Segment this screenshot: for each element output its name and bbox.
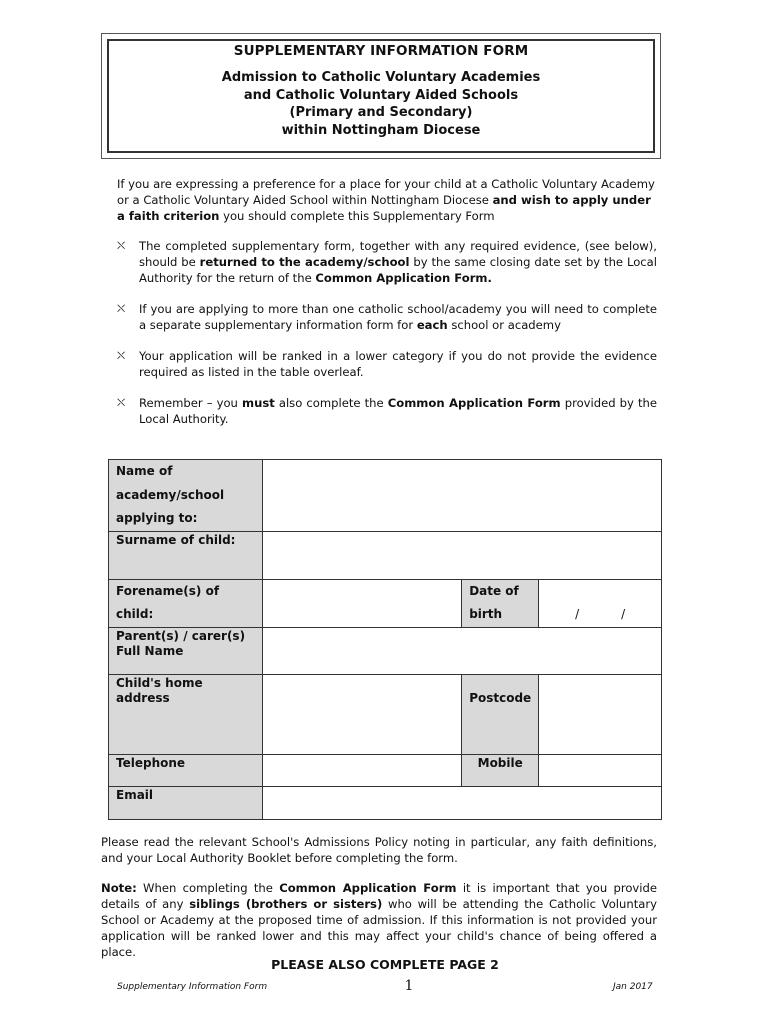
intro-paragraph [117, 176, 657, 224]
label-line: Child's home [116, 675, 203, 690]
forename-field[interactable] [262, 579, 461, 627]
address-label [109, 674, 263, 754]
label-line: child: [116, 607, 154, 621]
label-line: Date of [469, 583, 519, 598]
note-paragraph [101, 880, 657, 960]
mobile-label: Mobile [462, 754, 539, 786]
postcode-label: Postcode [462, 674, 539, 754]
label-line: Forename(s) of [116, 583, 220, 598]
bullet-text: also complete the [274, 396, 388, 410]
intro-text: If you are expressing a preference for a place for your child at a Catholic Voluntary Academy or a Catholic Voluntary Aided School within Nottingham Diocese [117, 177, 655, 207]
forename-label [109, 579, 263, 627]
bullet-bold: Common Application Form. [315, 271, 492, 285]
intro-text-end: you should complete this Supplementary Form [219, 209, 495, 223]
note-bold: Common Application Form [279, 881, 457, 895]
postcode-field[interactable] [539, 674, 662, 754]
label-line: address [116, 690, 170, 705]
form-subtitle [109, 69, 653, 139]
note-label: Note: [101, 881, 137, 895]
address-field[interactable] [262, 674, 461, 754]
footer-form-name: Supplementary Information Form [117, 982, 268, 992]
bullet-bold: Common Application Form [387, 396, 561, 410]
telephone-label: Telephone [109, 754, 263, 786]
list-item [117, 301, 657, 333]
note-text: it is important that you provide details of any [101, 881, 657, 911]
parent-name-label [109, 627, 263, 674]
note-text: When completing the [136, 881, 280, 895]
complete-page-2-notice: PLEASE ALSO COMPLETE PAGE 2 [271, 957, 499, 972]
label-line: applying to: [116, 511, 198, 525]
mobile-field[interactable] [539, 754, 662, 786]
bullet-bold: must [241, 396, 275, 410]
list-item [117, 395, 657, 427]
footer-date: Jan 2017 [613, 982, 653, 992]
cross-bullet-icon: ⛌ [117, 302, 126, 315]
label-line: Parent(s) / carer(s) [116, 628, 246, 643]
applicant-details-table [108, 459, 662, 820]
email-field[interactable] [262, 786, 661, 819]
bullet-text: school or academy [447, 318, 561, 332]
dob-field[interactable]: / / [539, 579, 662, 627]
cross-bullet-icon: ⛌ [117, 349, 126, 362]
parent-name-field[interactable] [262, 627, 661, 674]
school-name-label [109, 460, 263, 532]
bullet-bold: each [416, 318, 448, 332]
subtitle-line-3: (Primary and Secondary) [289, 105, 473, 120]
dob-label [462, 579, 539, 627]
bullet-text: provided by the Local Authority. [139, 396, 658, 426]
label-line: academy/school [116, 487, 225, 502]
header-inner-border [107, 39, 655, 153]
surname-label: Surname of child: [109, 531, 263, 579]
page-number: 1 [404, 978, 414, 994]
bullet-text: Your application will be ranked in a lower category if you do not provide the evidence required as listed in the table overleaf. [139, 349, 657, 379]
label-line: birth [469, 607, 503, 621]
subtitle-line-2: and Catholic Voluntary Aided Schools [243, 87, 519, 103]
intro-bold: and wish to apply under a faith criterion [117, 193, 651, 223]
cross-bullet-icon: ⛌ [117, 239, 126, 252]
bullet-text: The completed supplementary form, together with any required evidence, (see below), should be [139, 239, 657, 269]
instructions-list [117, 238, 657, 442]
surname-field[interactable] [262, 531, 661, 579]
bullet-text: by the same closing date set by the Local Authority for the return of the [139, 255, 657, 285]
note-bold: siblings (brothers or sisters) [189, 897, 383, 911]
bullet-text: Remember – you [139, 396, 242, 410]
header-box [101, 33, 661, 159]
subtitle-line-4: within Nottingham Diocese [281, 122, 481, 138]
school-name-field[interactable] [262, 460, 661, 532]
list-item [117, 348, 657, 380]
bullet-text: If you are applying to more than one catholic school/academy you will need to complete a separate supplementary information form for [139, 302, 657, 332]
policy-paragraph: Please read the relevant School's Admissions Policy noting in particular, any faith definitions, and your Local Authority Booklet before completing the form. [101, 835, 657, 865]
subtitle-line-1: Admission to Catholic Voluntary Academies [221, 70, 541, 85]
bullet-bold: returned to the academy/school [199, 255, 410, 269]
label-line: Full Name [116, 643, 184, 658]
cross-bullet-icon: ⛌ [117, 396, 126, 409]
label-line: Name of [116, 464, 173, 478]
email-label: Email [109, 786, 263, 819]
form-title: SUPPLEMENTARY INFORMATION FORM [233, 43, 529, 59]
note-text: who will be attending the Catholic Voluntary School or Academy at the proposed time of admission. If this information is not provided your application will be ranked lower and this may affect your child's chance of being offered a place. [101, 897, 657, 959]
list-item [117, 238, 657, 286]
telephone-field[interactable] [262, 754, 461, 786]
